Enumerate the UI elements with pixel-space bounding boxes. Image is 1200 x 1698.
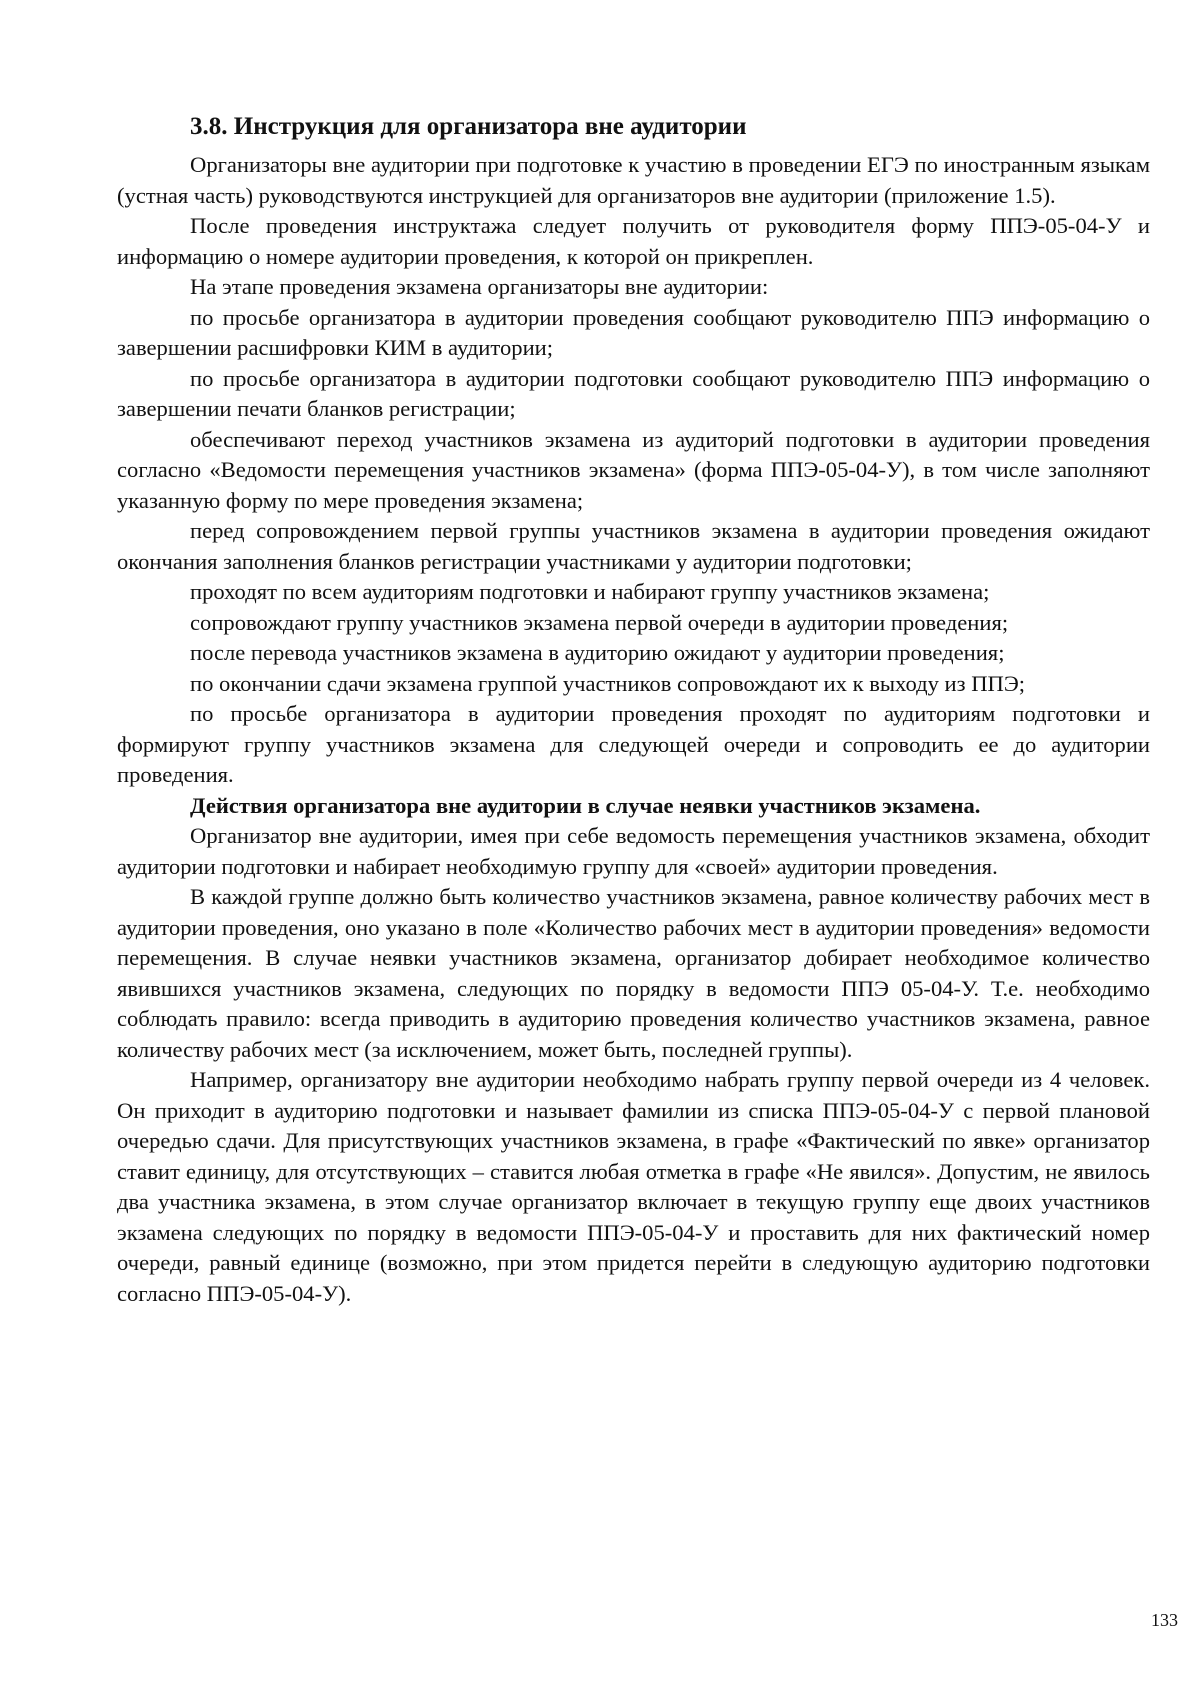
list-item: по просьбе организатора в аудитории проведения сообщают руководителю ППЭ информацию о завершении расшифровки КИМ в аудитории; [117, 304, 1150, 360]
paragraph: После проведения инструктажа следует получить от руководителя форму ППЭ-05-04-У и информацию о номере аудитории проведения, к которой он прикреплен. [117, 213, 1150, 269]
paragraph: Например, организатору вне аудитории необходимо набрать группу первой очереди из 4 человек. Он приходит в аудиторию подготовки и называет фамилии из списка ППЭ-05-04-У с первой плановой очередью сдачи. Для присутствующих участников экзамена, в графе «Фактический по явке» организатор ставит единицу, для отсутствующих – ставится любая отметка в графе «Не явился». Допустим, не явилось два участника экзамена, в этом случае организатор включает в текущую группу еще двоих участников экзамена следующих по порядку в ведомости ППЭ-05-04-У и проставить для них фактический номер очереди, равный единице (возможно, при этом придется перейти в следующую аудиторию подготовки согласно ППЭ-05-04-У). [117, 1067, 1150, 1306]
list-item: сопровождают группу участников экзамена первой очереди в аудитории проведения; [190, 609, 1009, 635]
list-item: по просьбе организатора в аудитории проведения проходят по аудиториям подготовки и формируют группу участников экзамена для следующей очереди и сопроводить ее до аудитории проведения. [117, 701, 1150, 787]
list-item: после перевода участников экзамена в аудиторию ожидают у аудитории проведения; [190, 640, 1005, 665]
paragraph: На этапе проведения экзамена организаторы вне аудитории: [190, 274, 769, 299]
page-content [117, 112, 1150, 1309]
list-item: по просьбе организатора в аудитории подготовки сообщают руководителю ППЭ информацию о завершении печати бланков регистрации; [117, 365, 1150, 421]
subsection-heading: Действия организатора вне аудитории в случае неявки участников экзамена. [190, 792, 981, 818]
page-number: 133 [1151, 1610, 1178, 1630]
paragraph: Организаторы вне аудитории при подготовке к участию в проведении ЕГЭ по иностранным языкам (устная часть) руководствуются инструкцией для организаторов вне аудитории (приложение 1.5). [117, 152, 1150, 208]
list-item: проходят по всем аудиториям подготовки и набирают группу участников экзамена; [190, 579, 990, 604]
section-heading: 3.8. Инструкция для организатора вне аудитории [190, 113, 747, 140]
paragraph: В каждой группе должно быть количество участников экзамена, равное количеству рабочих мест в аудитории проведения, оно указано в поле «Количество рабочих мест в аудитории проведения» ведомости перемещения. В случае неявки участников экзамена, организатор добирает необходимое количество явившихся участников экзамена, следующих по порядку в ведомости ППЭ 05-04-У. Т.е. необходимо соблюдать правило: всегда приводить в аудиторию проведения количество участников экзамена, равное количеству рабочих мест (за исключением, может быть, последней группы). [117, 884, 1150, 1062]
list-item: по окончании сдачи экзамена группой участников сопровождают их к выходу из ППЭ; [190, 670, 1026, 696]
list-item: перед сопровождением первой группы участников экзамена в аудитории проведения ожидают окончания заполнения бланков регистрации участниками у аудитории подготовки; [117, 518, 1150, 574]
list-item: обеспечивают переход участников экзамена из аудиторий подготовки в аудитории проведения согласно «Ведомости перемещения участников экзамена» (форма ППЭ-05-04-У), в том числе заполняют указанную форму по мере проведения экзамена; [117, 426, 1150, 513]
paragraph: Организатор вне аудитории, имея при себе ведомость перемещения участников экзамена, обходит аудитории подготовки и набирает необходимую группу для «своей» аудитории проведения. [117, 823, 1150, 879]
